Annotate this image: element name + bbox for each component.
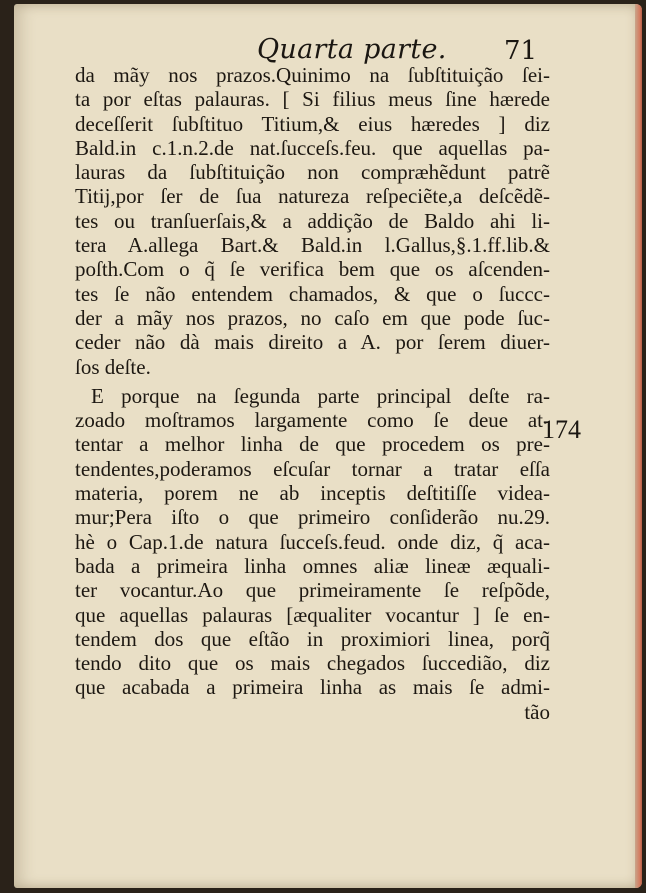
- body-text: [75, 63, 550, 724]
- text-line: tendo dito que os mais chegados ſuccedião, diz: [75, 651, 550, 676]
- text-line: hè o Cap.1.de natura ſucceſs.feud. onde diz, q̃ aca-: [75, 529, 550, 554]
- text-line: tentar a melhor linha de que procedem os pre-: [75, 432, 550, 457]
- text-line: ceder não dà mais direito a A. por ſerem diuer-: [75, 330, 550, 355]
- text-line: tes ſe não entendem chamados, & que o ſuccc-: [75, 281, 550, 306]
- catchword: tão: [524, 699, 550, 724]
- text-line: mur;Pera iſto o que primeiro conſiderão nu.29.: [75, 505, 550, 530]
- text-line: ta por eſtas palauras. [ Si filius meus ſine hærede: [75, 87, 550, 112]
- text-line: Titij,por ſer de ſua natureza reſpeciẽte,a deſcẽdẽ-: [75, 184, 550, 209]
- text-line: bada a primeira linha omnes aliæ lineæ æquali-: [75, 553, 550, 578]
- text-line: tendem dos que eſtão in proximiori linea, porq̃: [75, 626, 550, 651]
- text-line: E porque na ſegunda parte principal deſte ra-: [91, 383, 550, 408]
- text-line: ter vocantur.Ao que primeiramente ſe reſpõde,: [75, 578, 550, 603]
- text-line: Bald.in c.1.n.2.de nat.ſucceſs.feu. que aquellas pa-: [75, 135, 550, 160]
- text-line: que aquellas palauras [æqualiter vocantur ] ſe en-: [75, 602, 550, 627]
- book-page: [14, 4, 642, 888]
- text-line: tes ou tranſuerſais,& a addição de Baldo ahi li-: [75, 208, 550, 233]
- text-line: poſth.Com o q̃ ſe verifica bem que os aſcenden-: [75, 257, 550, 282]
- page-number: 71: [504, 36, 538, 66]
- running-title: Quarta parte.: [257, 34, 447, 65]
- text-line: tera A.allega Bart.& Bald.in l.Gallus,§.1.ff.lib.&: [75, 233, 550, 258]
- text-line: tendentes,poderamos eſcuſar tornar a tratar eſſa: [75, 456, 550, 481]
- text-line: deceſſerit ſubſtituo Titium,& eius hæredes ] diz: [75, 111, 550, 136]
- text-line: der a mãy nos prazos, no caſo em que pode ſuc-: [75, 305, 550, 330]
- text-line: materia, porem ne ab inceptis deſtitiſſe videa-: [75, 481, 550, 506]
- text-line: lauras da ſubſtituição non compræhẽdunt patrẽ: [75, 160, 550, 185]
- text-line: que acabada a primeira linha as mais ſe admi-: [75, 675, 550, 700]
- margin-number: 174: [542, 415, 581, 444]
- paragraph-1: [75, 63, 550, 379]
- text-line: da mãy nos prazos.Quinimo na ſubſtituição ſei-: [75, 63, 550, 87]
- paragraph-2: [75, 384, 550, 700]
- page-edge: [635, 4, 642, 888]
- text-line: zoado moſtramos largamente como ſe deue at-: [75, 408, 550, 433]
- text-line: ſos deſte.: [75, 354, 151, 379]
